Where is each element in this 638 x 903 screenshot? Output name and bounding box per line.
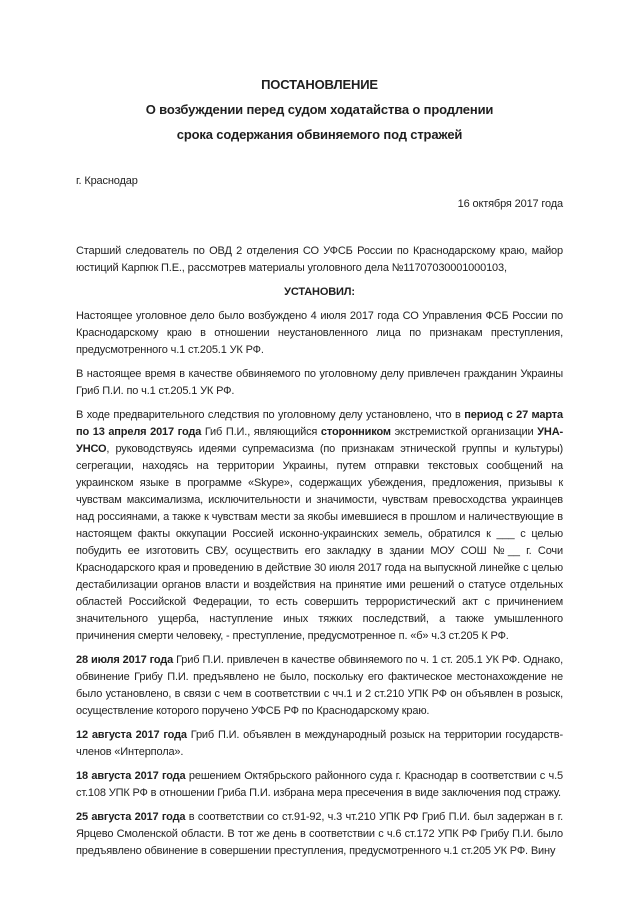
document-paragraph [76, 809, 563, 860]
text-run: Гиб П.И., являющийся [201, 426, 321, 438]
document-paragraph [76, 768, 563, 802]
document-paragraph [76, 308, 563, 359]
text-run: Гриб П.И. привлечен в качестве обвиняемого по ч. 1 ст. 205.1 УК РФ. Однако, обвинение Грибу П.И. предъявлено не было, поскольку его фактическое местонахождение не было установлено, в связи с чем в соответствии с чч.1 и 2 ст.210 УПК РФ он объявлен в розыск, осуществление которого поручено УФСБ РФ по Краснодарскому краю. [76, 654, 563, 717]
text-run: Гриб П.И. объявлен в международный розыск на территории государств-членов «Интерпола». [76, 729, 563, 758]
bold-text-run: сторонником [320, 426, 391, 438]
text-run: В ходе предварительного следствия по уголовному делу установлено, что в [76, 409, 465, 421]
text-run: в соответствии со ст.91-92, ч.3 чт.210 УПК РФ Гриб П.И. был задержан в г. Ярцево Смоленской области. В тот же день в соответствии с ч.6 ст.172 УПК РФ Грибу П.И. было предъявлено обвинение в совершении преступления, предусмотренного ч.1 ст.205 УК РФ. Вину [76, 811, 563, 857]
text-run: решением Октябрьского районного суда г. Краснодар в соответствии с ч.5 ст.108 УПК РФ в отношении Гриба П.И. избрана мера пресечения в виде заключения под стражу. [76, 770, 564, 799]
document-date: 16 октября 2017 года [457, 198, 563, 210]
document-subtitle-line-1: О возбуждении перед судом ходатайства о продлении [145, 102, 494, 117]
document-header [76, 70, 563, 147]
bold-text-run: 25 августа 2017 года [76, 811, 186, 823]
document-paragraph [76, 727, 563, 761]
text-run: , руководствуясь идеями супремасизма (по признакам этнической группы и культуры) сегрегации, находясь на территории Украины, путем отправки текстовых сообщений на украинском языке в программе «Skype», содержащих убеждения, предложения, призывы к чувствам максимализма, исключительности и значимости, чувствам превосходства украинцев над россиянами, а также к чувствам мести за якобы имевшиеся в прошлом и наличествующие в настоящем факты оккупации Россией исконно-украинских земель, обратился к ___ с целью побудить ее изготовить СВУ, осуществить его закладку в здании МОУ СОШ №__ г. Сочи Краснодарского края и проведению в действие 30 июля 2017 года на выпускной линейке с целью дестабилизации органов власти и воздействия на принятие ими решений о статусе отдельных областей Российской Федерации, то есть совершить террористический акт с причинением значительного ущерба, наступление иных тяжких последствий, а также умышленного причинения смерти человеку, - преступление, предусмотренное п. «б» ч.3 ст.205 К РФ. [76, 443, 563, 642]
bold-text-run: 12 августа 2017 года [76, 729, 187, 741]
established-heading: УСТАНОВИЛ: [284, 286, 355, 298]
document-title: ПОСТАНОВЛЕНИЕ [261, 77, 378, 92]
text-run: экстремисткой организации [390, 426, 538, 438]
document-paragraph [76, 366, 563, 400]
document-subtitle-line-2: срока содержания обвиняемого под стражей [176, 127, 463, 142]
document-paragraph [76, 407, 563, 645]
document-place: г. Краснодар [76, 175, 138, 187]
bold-text-run: 28 июля 2017 года [76, 654, 174, 666]
bold-text-run: период с 27 марта по 13 апреля 2017 года [76, 409, 563, 438]
document-paragraph [76, 652, 563, 720]
text-run: Настоящее уголовное дело было возбуждено 4 июля 2017 года СО Управления ФСБ России по Краснодарскому краю в отношении неустановленного лица по признакам преступления, предусмотренного ч.1 ст.205.1 УК РФ. [76, 310, 563, 356]
text-run: В настоящее время в качестве обвиняемого по уголовному делу привлечен гражданин Украины Гриб П.И. по ч.1 ст.205.1 УК РФ. [76, 368, 563, 397]
preamble-paragraph: Старший следователь по ОВД 2 отделения СО УФСБ России по Краснодарскому краю, майор юстиций Карпюк П.Е., рассмотрев материалы уголовного дела №11707030001000103, [76, 245, 563, 274]
bold-text-run: 18 августа 2017 года [76, 770, 186, 782]
document-body [76, 308, 563, 860]
bold-text-run: УНА-УНСО [76, 426, 563, 455]
